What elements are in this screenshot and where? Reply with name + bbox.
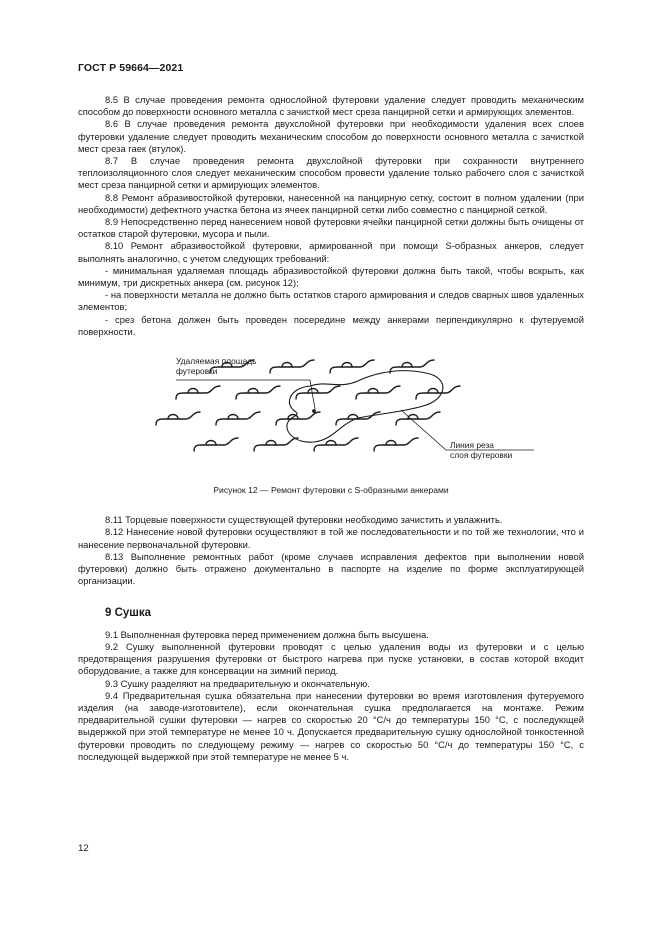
section-heading: 9 Сушка: [105, 607, 152, 620]
paragraph-9-4: 9.4 Предварительная сушка обязательна при нанесении футеровки во время изготовления футеруемого изделия (на заводе-изготовителе), если окончательная сушка предполагается на монтаже. Режим предварительной сушки футеровки — нагрев со скоростью 20 °C/ч до температуры 150 °C, с последующей выдержкой при этой температуре не менее 10 ч. Допускается предварительную сушку однослойной тонкостенной футеровки проводить по следующему режиму — нагрев со скоростью 50 °C/ч до температуры 150 °C, с последующей выдержкой при этой температуре не менее 5 ч.: [78, 689, 584, 762]
label-removed-area: [176, 356, 257, 377]
paragraph-8-8: 8.8 Ремонт абразивостойкой футеровки, нанесенной на панцирную сетку, состоит в полном удалении (при необходимости) дефектного участка бетона из ячеек панцирной сетки либо совместно с панцирной сеткой.: [78, 191, 584, 215]
leader-removed-area-diag: [310, 380, 315, 409]
label-cut-line: [450, 440, 512, 461]
page-number: 12: [78, 843, 89, 854]
center-dot: [312, 409, 316, 413]
paragraph-8-10: 8.10 Ремонт абразивостойкой футеровки, армированной при помощи S-образных анкеров, следует выполнять аналогично, с учетом следующих требований:: [78, 240, 584, 264]
paragraph-9-1: 9.1 Выполненная футеровка перед применением должна быть высушена.: [105, 628, 429, 640]
label-cut-line-text: Линия реза слоя футеровки: [450, 440, 513, 461]
paragraph-9-2: 9.2 Сушку выполненной футеровки проводят с целью удаления воды из футеровки и с целью предотвращения разрушения футеровки от быстрого нагрева при пуске установки, в состав которой входит оборудование, а также для консервации на зимний период.: [78, 640, 584, 677]
paragraph-8-12: 8.12 Нанесение новой футеровки осуществляют в той же последовательности и по той же технологии, что и нанесение первоначальной футеровки.: [78, 526, 584, 550]
list-item-3: - срез бетона должен быть проведен посередине между анкерами перпендикулярно к футеруемой поверхности.: [78, 313, 584, 337]
paragraph-9-3: 9.3 Сушку разделяют на предварительную и окончательную.: [105, 677, 370, 689]
paragraph-8-6: 8.6 В случае проведения ремонта двухслойной футеровки при необходимости удаления всех слоев футеровки удаление следует проводить механическим способом до поверхности основного металла с зачисткой мест среза гаек (втулок).: [78, 118, 584, 154]
paragraph-8-11: 8.11 Торцевые поверхности существующей футеровки необходимо зачистить и увлажнить.: [105, 514, 503, 526]
figure-caption: Рисунок 12 — Ремонт футеровки с S-образными анкерами: [213, 485, 449, 496]
list-item-1: - минимальная удаляемая площадь абразивостойкой футеровки должна быть такой, чтобы вскрыть, как минимум, три дискретных анкера (см. рисунок 12);: [78, 264, 584, 289]
document-header: ГОСТ Р 59664—2021: [78, 62, 184, 74]
paragraph-8-9: 8.9 Непосредственно перед нанесением новой футеровки ячейки панцирной сетки должны быть очищены от остатков старой футеровки, мусора и пыли.: [78, 216, 584, 240]
figure-12: [78, 352, 584, 470]
paragraph-8-5: 8.5 В случае проведения ремонта однослойной футеровки удаление следует проводить механическим способом до поверхности основного металла с зачисткой мест среза панцирной сетки и армирующих элементов.: [78, 94, 584, 118]
page-content: [78, 94, 584, 763]
label-removed-area-text: Удаляемая площадь футеровки: [176, 356, 257, 377]
paragraph-8-7: 8.7 В случае проведения ремонта двухслойной футеровки при сохранности внутреннего теплоизоляционного слоя следует механическим способом провести удаление только рабочего слоя с зачисткой мест среза панцирной сетки и армирующих элементов.: [78, 155, 584, 191]
paragraph-8-13: 8.13 Выполнение ремонтных работ (кроме случаев исправления дефектов при выполнении новой футеровки) должно быть отражено документально в паспорте на изделие по форме эксплуатирующей организации.: [78, 550, 584, 587]
list-item-2: - на поверхности металла не должно быть остатков старого армирования и следов сварных швов удаленных элементов;: [78, 289, 584, 313]
